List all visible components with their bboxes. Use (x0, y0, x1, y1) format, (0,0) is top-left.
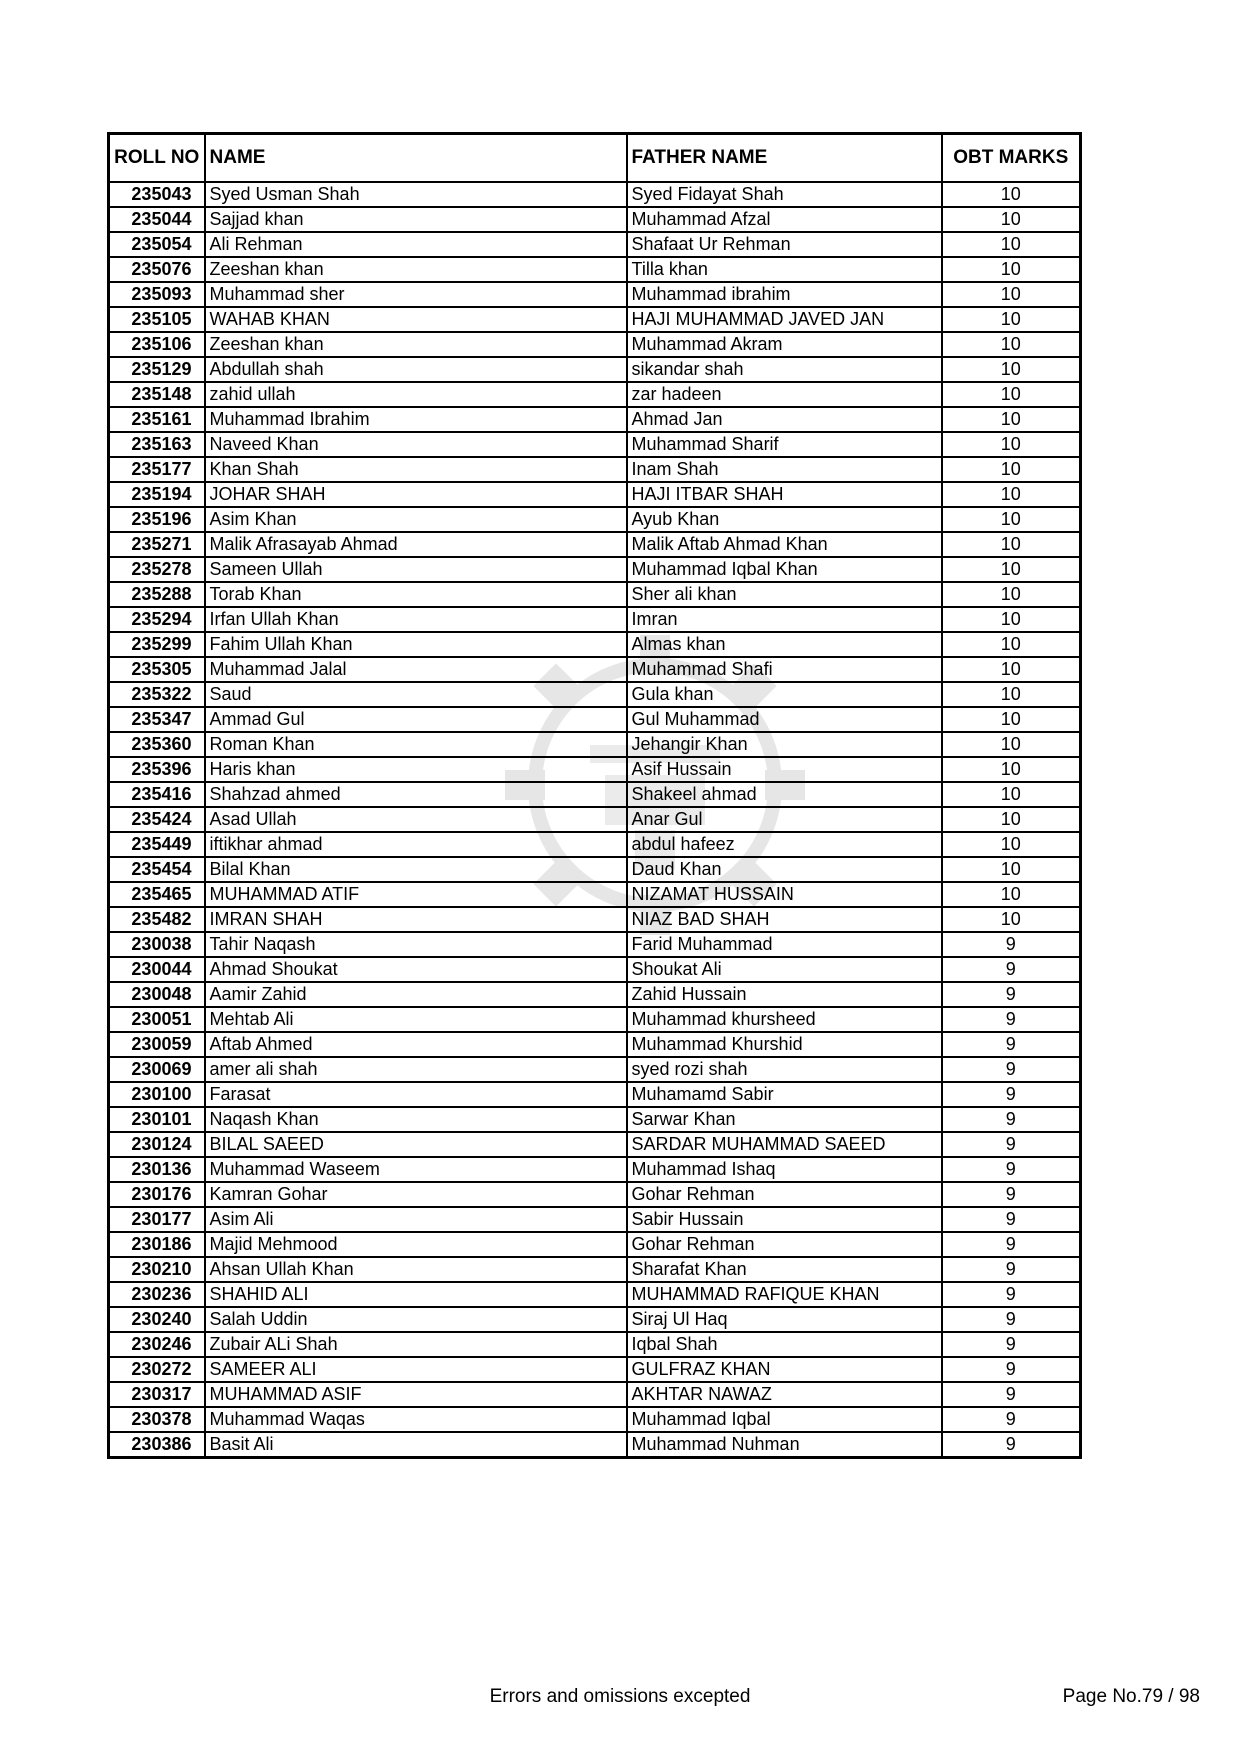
name-cell: Basit Ali (205, 1432, 627, 1458)
name-cell: Irfan Ullah Khan (205, 607, 627, 632)
name-cell: SAMEER ALI (205, 1357, 627, 1382)
father-name-cell: Muhammad Akram (627, 332, 942, 357)
obt-marks-cell: 10 (942, 657, 1081, 682)
father-name-cell: Shafaat Ur Rehman (627, 232, 942, 257)
table-row (109, 207, 1081, 232)
roll-no-cell: 230176 (109, 1182, 205, 1207)
father-name-cell: HAJI ITBAR SHAH (627, 482, 942, 507)
name-cell: zahid ullah (205, 382, 627, 407)
name-cell: Naveed Khan (205, 432, 627, 457)
name-cell: MUHAMMAD ATIF (205, 882, 627, 907)
table-row (109, 357, 1081, 382)
table-row (109, 832, 1081, 857)
roll-no-cell: 230317 (109, 1382, 205, 1407)
father-name-cell: Ahmad Jan (627, 407, 942, 432)
name-cell: Farasat (205, 1082, 627, 1107)
father-name-cell: Muhammad Ishaq (627, 1157, 942, 1182)
roll-no-cell: 230059 (109, 1032, 205, 1057)
roll-no-cell: 235424 (109, 807, 205, 832)
table-row (109, 507, 1081, 532)
name-cell: Syed Usman Shah (205, 182, 627, 207)
table-row (109, 1207, 1081, 1232)
name-cell: Muhammad Waqas (205, 1407, 627, 1432)
page-number: Page No.79 / 98 (1062, 1686, 1200, 1707)
father-name-cell: Muhammad khursheed (627, 1007, 942, 1032)
roll-no-cell: 230101 (109, 1107, 205, 1132)
obt-marks-cell: 10 (942, 882, 1081, 907)
father-name-cell: Malik Aftab Ahmad Khan (627, 532, 942, 557)
obt-marks-cell: 9 (942, 1432, 1081, 1458)
name-cell: Saud (205, 682, 627, 707)
table-row (109, 407, 1081, 432)
table-row (109, 582, 1081, 607)
name-cell: Muhammad sher (205, 282, 627, 307)
table-row (109, 807, 1081, 832)
obt-marks-cell: 9 (942, 1032, 1081, 1057)
table-row (109, 882, 1081, 907)
father-name-cell: Imran (627, 607, 942, 632)
father-name-cell: Tilla khan (627, 257, 942, 282)
roll-no-cell: 230386 (109, 1432, 205, 1458)
name-cell: Muhammad Ibrahim (205, 407, 627, 432)
table-row (109, 1232, 1081, 1257)
table-row (109, 1057, 1081, 1082)
father-name-cell: Muhammad Afzal (627, 207, 942, 232)
table-row (109, 232, 1081, 257)
father-name-cell: Sabir Hussain (627, 1207, 942, 1232)
roll-no-cell: 235194 (109, 482, 205, 507)
obt-marks-cell: 9 (942, 1057, 1081, 1082)
roll-no-cell: 235148 (109, 382, 205, 407)
father-name-cell: Ayub Khan (627, 507, 942, 532)
father-name-cell: Daud Khan (627, 857, 942, 882)
table-row (109, 657, 1081, 682)
father-name-cell: NIZAMAT HUSSAIN (627, 882, 942, 907)
obt-marks-cell: 10 (942, 682, 1081, 707)
obt-marks-cell: 10 (942, 757, 1081, 782)
table-row (109, 482, 1081, 507)
table-row (109, 982, 1081, 1007)
name-cell: Abdullah shah (205, 357, 627, 382)
name-cell: IMRAN SHAH (205, 907, 627, 932)
name-cell: WAHAB KHAN (205, 307, 627, 332)
name-cell: Zeeshan khan (205, 257, 627, 282)
name-cell: Ammad Gul (205, 707, 627, 732)
father-name-cell: Sher ali khan (627, 582, 942, 607)
table-row (109, 382, 1081, 407)
roll-no-cell: 235043 (109, 182, 205, 207)
roll-no-cell: 230069 (109, 1057, 205, 1082)
obt-marks-cell: 9 (942, 1307, 1081, 1332)
table-row (109, 1257, 1081, 1282)
name-cell: Shahzad ahmed (205, 782, 627, 807)
obt-marks-cell: 10 (942, 257, 1081, 282)
obt-marks-cell: 10 (942, 357, 1081, 382)
name-cell: BILAL SAEED (205, 1132, 627, 1157)
header-name: NAME (205, 134, 627, 183)
name-cell: Sameen Ullah (205, 557, 627, 582)
table-row (109, 757, 1081, 782)
name-cell: JOHAR SHAH (205, 482, 627, 507)
obt-marks-cell: 10 (942, 507, 1081, 532)
roll-no-cell: 230044 (109, 957, 205, 982)
roll-no-cell: 230378 (109, 1407, 205, 1432)
roll-no-cell: 230210 (109, 1257, 205, 1282)
obt-marks-cell: 9 (942, 932, 1081, 957)
father-name-cell: abdul hafeez (627, 832, 942, 857)
header-roll-no: ROLL NO (109, 134, 205, 183)
table-row (109, 1332, 1081, 1357)
name-cell: Majid Mehmood (205, 1232, 627, 1257)
roll-no-cell: 235161 (109, 407, 205, 432)
name-cell: Ahmad Shoukat (205, 957, 627, 982)
roll-no-cell: 230240 (109, 1307, 205, 1332)
father-name-cell: Muhammad Iqbal Khan (627, 557, 942, 582)
obt-marks-cell: 10 (942, 607, 1081, 632)
table-row (109, 532, 1081, 557)
roll-no-cell: 230272 (109, 1357, 205, 1382)
father-name-cell: Gul Muhammad (627, 707, 942, 732)
name-cell: Asim Ali (205, 1207, 627, 1232)
table-row (109, 307, 1081, 332)
obt-marks-cell: 10 (942, 582, 1081, 607)
table-row (109, 332, 1081, 357)
table-row (109, 257, 1081, 282)
obt-marks-cell: 9 (942, 982, 1081, 1007)
father-name-cell: zar hadeen (627, 382, 942, 407)
obt-marks-cell: 10 (942, 832, 1081, 857)
roll-no-cell: 235163 (109, 432, 205, 457)
obt-marks-cell: 9 (942, 957, 1081, 982)
obt-marks-cell: 9 (942, 1157, 1081, 1182)
father-name-cell: MUHAMMAD RAFIQUE KHAN (627, 1282, 942, 1307)
name-cell: Torab Khan (205, 582, 627, 607)
obt-marks-cell: 10 (942, 807, 1081, 832)
father-name-cell: sikandar shah (627, 357, 942, 382)
father-name-cell: Sharafat Khan (627, 1257, 942, 1282)
roll-no-cell: 235449 (109, 832, 205, 857)
obt-marks-cell: 9 (942, 1132, 1081, 1157)
roll-no-cell: 235093 (109, 282, 205, 307)
roll-no-cell: 230051 (109, 1007, 205, 1032)
table-row (109, 632, 1081, 657)
table-row (109, 857, 1081, 882)
roll-no-cell: 235299 (109, 632, 205, 657)
obt-marks-cell: 9 (942, 1232, 1081, 1257)
table-row (109, 1082, 1081, 1107)
obt-marks-cell: 9 (942, 1357, 1081, 1382)
father-name-cell: Muhammad Nuhman (627, 1432, 942, 1458)
table-row (109, 282, 1081, 307)
obt-marks-cell: 10 (942, 407, 1081, 432)
father-name-cell: Inam Shah (627, 457, 942, 482)
father-name-cell: Jehangir Khan (627, 732, 942, 757)
roll-no-cell: 235044 (109, 207, 205, 232)
table-row (109, 1382, 1081, 1407)
father-name-cell: HAJI MUHAMMAD JAVED JAN (627, 307, 942, 332)
father-name-cell: Syed Fidayat Shah (627, 182, 942, 207)
obt-marks-cell: 10 (942, 307, 1081, 332)
roll-no-cell: 230246 (109, 1332, 205, 1357)
father-name-cell: GULFRAZ KHAN (627, 1357, 942, 1382)
obt-marks-cell: 10 (942, 782, 1081, 807)
father-name-cell: NIAZ BAD SHAH (627, 907, 942, 932)
father-name-cell: Muhammad Sharif (627, 432, 942, 457)
table-row (109, 1032, 1081, 1057)
obt-marks-cell: 10 (942, 232, 1081, 257)
name-cell: Sajjad khan (205, 207, 627, 232)
father-name-cell: Sarwar Khan (627, 1107, 942, 1132)
father-name-cell: Zahid Hussain (627, 982, 942, 1007)
father-name-cell: Siraj Ul Haq (627, 1307, 942, 1332)
father-name-cell: Asif Hussain (627, 757, 942, 782)
footer-disclaimer: Errors and omissions excepted (489, 1686, 751, 1707)
name-cell: amer ali shah (205, 1057, 627, 1082)
roll-no-cell: 230177 (109, 1207, 205, 1232)
table-row (109, 932, 1081, 957)
obt-marks-cell: 10 (942, 707, 1081, 732)
obt-marks-cell: 10 (942, 382, 1081, 407)
roll-no-cell: 235271 (109, 532, 205, 557)
roll-no-cell: 235360 (109, 732, 205, 757)
roll-no-cell: 230100 (109, 1082, 205, 1107)
father-name-cell: Muhammad Shafi (627, 657, 942, 682)
name-cell: Ali Rehman (205, 232, 627, 257)
table-row (109, 957, 1081, 982)
name-cell: Muhammad Jalal (205, 657, 627, 682)
roll-no-cell: 235076 (109, 257, 205, 282)
roll-no-cell: 230038 (109, 932, 205, 957)
name-cell: Aamir Zahid (205, 982, 627, 1007)
father-name-cell: SARDAR MUHAMMAD SAEED (627, 1132, 942, 1157)
obt-marks-cell: 9 (942, 1382, 1081, 1407)
name-cell: Aftab Ahmed (205, 1032, 627, 1057)
name-cell: Zeeshan khan (205, 332, 627, 357)
name-cell: Asad Ullah (205, 807, 627, 832)
obt-marks-cell: 10 (942, 532, 1081, 557)
father-name-cell: Muhammad Iqbal (627, 1407, 942, 1432)
roll-no-cell: 235347 (109, 707, 205, 732)
name-cell: Naqash Khan (205, 1107, 627, 1132)
name-cell: Asim Khan (205, 507, 627, 532)
table-row (109, 1432, 1081, 1458)
obt-marks-cell: 10 (942, 182, 1081, 207)
table-row (109, 907, 1081, 932)
table-row (109, 1007, 1081, 1032)
name-cell: Mehtab Ali (205, 1007, 627, 1032)
table-row (109, 707, 1081, 732)
name-cell: Haris khan (205, 757, 627, 782)
obt-marks-cell: 9 (942, 1007, 1081, 1032)
roll-no-cell: 235129 (109, 357, 205, 382)
obt-marks-cell: 10 (942, 282, 1081, 307)
table-row (109, 432, 1081, 457)
table-row (109, 607, 1081, 632)
table-row (109, 557, 1081, 582)
roll-no-cell: 235465 (109, 882, 205, 907)
obt-marks-cell: 9 (942, 1182, 1081, 1207)
obt-marks-cell: 9 (942, 1207, 1081, 1232)
obt-marks-cell: 9 (942, 1282, 1081, 1307)
table-row (109, 1357, 1081, 1382)
name-cell: iftikhar ahmad (205, 832, 627, 857)
roll-no-cell: 235177 (109, 457, 205, 482)
obt-marks-cell: 10 (942, 632, 1081, 657)
father-name-cell: Muhammad Khurshid (627, 1032, 942, 1057)
name-cell: SHAHID ALI (205, 1282, 627, 1307)
name-cell: Bilal Khan (205, 857, 627, 882)
name-cell: MUHAMMAD ASIF (205, 1382, 627, 1407)
table-row (109, 1107, 1081, 1132)
roll-no-cell: 235294 (109, 607, 205, 632)
roll-no-cell: 230124 (109, 1132, 205, 1157)
name-cell: Malik Afrasayab Ahmad (205, 532, 627, 557)
obt-marks-cell: 9 (942, 1257, 1081, 1282)
obt-marks-cell: 10 (942, 732, 1081, 757)
roll-no-cell: 235305 (109, 657, 205, 682)
father-name-cell: Shoukat Ali (627, 957, 942, 982)
father-name-cell: Gohar Rehman (627, 1182, 942, 1207)
father-name-cell: Almas khan (627, 632, 942, 657)
roll-no-cell: 235322 (109, 682, 205, 707)
name-cell: Roman Khan (205, 732, 627, 757)
roll-no-cell: 235196 (109, 507, 205, 532)
roll-no-cell: 230136 (109, 1157, 205, 1182)
table-row (109, 1307, 1081, 1332)
roll-no-cell: 235054 (109, 232, 205, 257)
name-cell: Muhammad Waseem (205, 1157, 627, 1182)
table-row (109, 1132, 1081, 1157)
obt-marks-cell: 10 (942, 857, 1081, 882)
name-cell: Kamran Gohar (205, 1182, 627, 1207)
name-cell: Zubair ALi Shah (205, 1332, 627, 1357)
roll-no-cell: 230236 (109, 1282, 205, 1307)
obt-marks-cell: 9 (942, 1407, 1081, 1432)
obt-marks-cell: 10 (942, 457, 1081, 482)
father-name-cell: Gohar Rehman (627, 1232, 942, 1257)
obt-marks-cell: 9 (942, 1332, 1081, 1357)
father-name-cell: Anar Gul (627, 807, 942, 832)
table-row (109, 182, 1081, 207)
obt-marks-cell: 10 (942, 432, 1081, 457)
obt-marks-cell: 9 (942, 1082, 1081, 1107)
roll-no-cell: 235105 (109, 307, 205, 332)
name-cell: Salah Uddin (205, 1307, 627, 1332)
name-cell: Tahir Naqash (205, 932, 627, 957)
results-table (107, 132, 1082, 1459)
table-row (109, 732, 1081, 757)
table-row (109, 1182, 1081, 1207)
table-row (109, 1282, 1081, 1307)
header-father-name: FATHER NAME (627, 134, 942, 183)
roll-no-cell: 235288 (109, 582, 205, 607)
table-row (109, 682, 1081, 707)
roll-no-cell: 230048 (109, 982, 205, 1007)
obt-marks-cell: 10 (942, 907, 1081, 932)
father-name-cell: Shakeel ahmad (627, 782, 942, 807)
header-obt-marks: OBT MARKS (942, 134, 1081, 183)
table-row (109, 1407, 1081, 1432)
table-row (109, 1157, 1081, 1182)
table-row (109, 457, 1081, 482)
name-cell: Khan Shah (205, 457, 627, 482)
obt-marks-cell: 10 (942, 332, 1081, 357)
obt-marks-cell: 10 (942, 207, 1081, 232)
father-name-cell: Muhamamd Sabir (627, 1082, 942, 1107)
father-name-cell: AKHTAR NAWAZ (627, 1382, 942, 1407)
roll-no-cell: 235106 (109, 332, 205, 357)
roll-no-cell: 235454 (109, 857, 205, 882)
obt-marks-cell: 10 (942, 482, 1081, 507)
table-header-row (109, 134, 1081, 183)
roll-no-cell: 235396 (109, 757, 205, 782)
name-cell: Ahsan Ullah Khan (205, 1257, 627, 1282)
roll-no-cell: 230186 (109, 1232, 205, 1257)
table-row (109, 782, 1081, 807)
results-table-body (109, 182, 1081, 1458)
father-name-cell: Farid Muhammad (627, 932, 942, 957)
name-cell: Fahim Ullah Khan (205, 632, 627, 657)
father-name-cell: Iqbal Shah (627, 1332, 942, 1357)
father-name-cell: Gula khan (627, 682, 942, 707)
obt-marks-cell: 9 (942, 1107, 1081, 1132)
obt-marks-cell: 10 (942, 557, 1081, 582)
roll-no-cell: 235278 (109, 557, 205, 582)
roll-no-cell: 235482 (109, 907, 205, 932)
roll-no-cell: 235416 (109, 782, 205, 807)
father-name-cell: syed rozi shah (627, 1057, 942, 1082)
father-name-cell: Muhammad ibrahim (627, 282, 942, 307)
